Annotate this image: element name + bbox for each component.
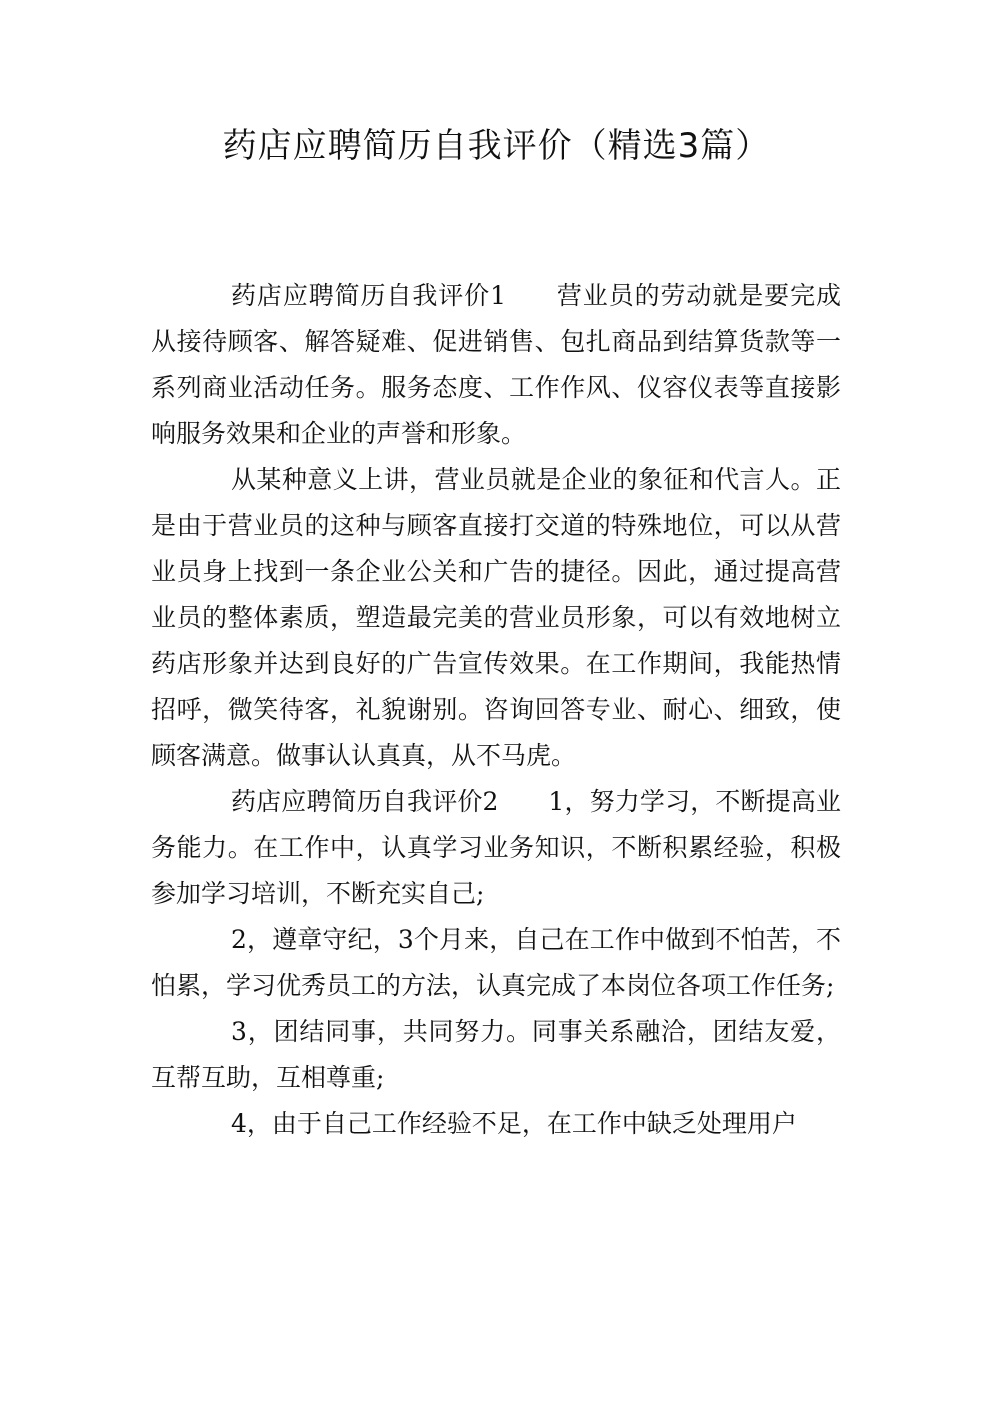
section-heading-1: 药店应聘简历自我评价1 [231, 281, 506, 310]
paragraph-4 [151, 917, 841, 1009]
paragraph-6 [151, 1101, 841, 1147]
paragraph-text: 1，努力学习，不断提高业务能力。在工作中，认真学习业务知识，不断积累经验，积极参加学习培训，不断充实自己; [151, 787, 841, 908]
section-heading-2: 药店应聘简历自我评价2 [231, 787, 499, 816]
paragraph-text: 3，团结同事，共同努力。同事关系融洽，团结友爱，互帮互助，互相尊重; [151, 1017, 841, 1092]
paragraph-3 [151, 779, 841, 917]
paragraph-text: 从某种意义上讲，营业员就是企业的象征和代言人。正是由于营业员的这种与顾客直接打交道的特殊地位，可以从营业员身上找到一条企业公关和广告的捷径。因此，通过提高营业员的整体素质，塑造最完美的营业员形象，可以有效地树立药店形象并达到良好的广告宣传效果。在工作期间，我能热情招呼，微笑待客，礼貌谢别。咨询回答专业、耐心、细致，使顾客满意。做事认认真真，从不马虎。 [151, 465, 841, 770]
document-body [151, 273, 841, 1147]
paragraph-1 [151, 273, 841, 457]
paragraph-text: 2，遵章守纪，3个月来，自己在工作中做到不怕苦，不怕累，学习优秀员工的方法，认真完成了本岗位各项工作任务; [151, 925, 841, 1000]
paragraph-text: 4，由于自己工作经验不足，在工作中缺乏处理用户 [231, 1109, 797, 1138]
paragraph-5 [151, 1009, 841, 1101]
paragraph-text: 营业员的劳动就是要完成从接待顾客、解答疑难、促进销售、包扎商品到结算货款等一系列商业活动任务。服务态度、工作作风、仪容仪表等直接影响服务效果和企业的声誉和形象。 [151, 281, 841, 448]
document-title: 药店应聘简历自我评价（精选3篇） [222, 126, 771, 166]
paragraph-2 [151, 457, 841, 779]
